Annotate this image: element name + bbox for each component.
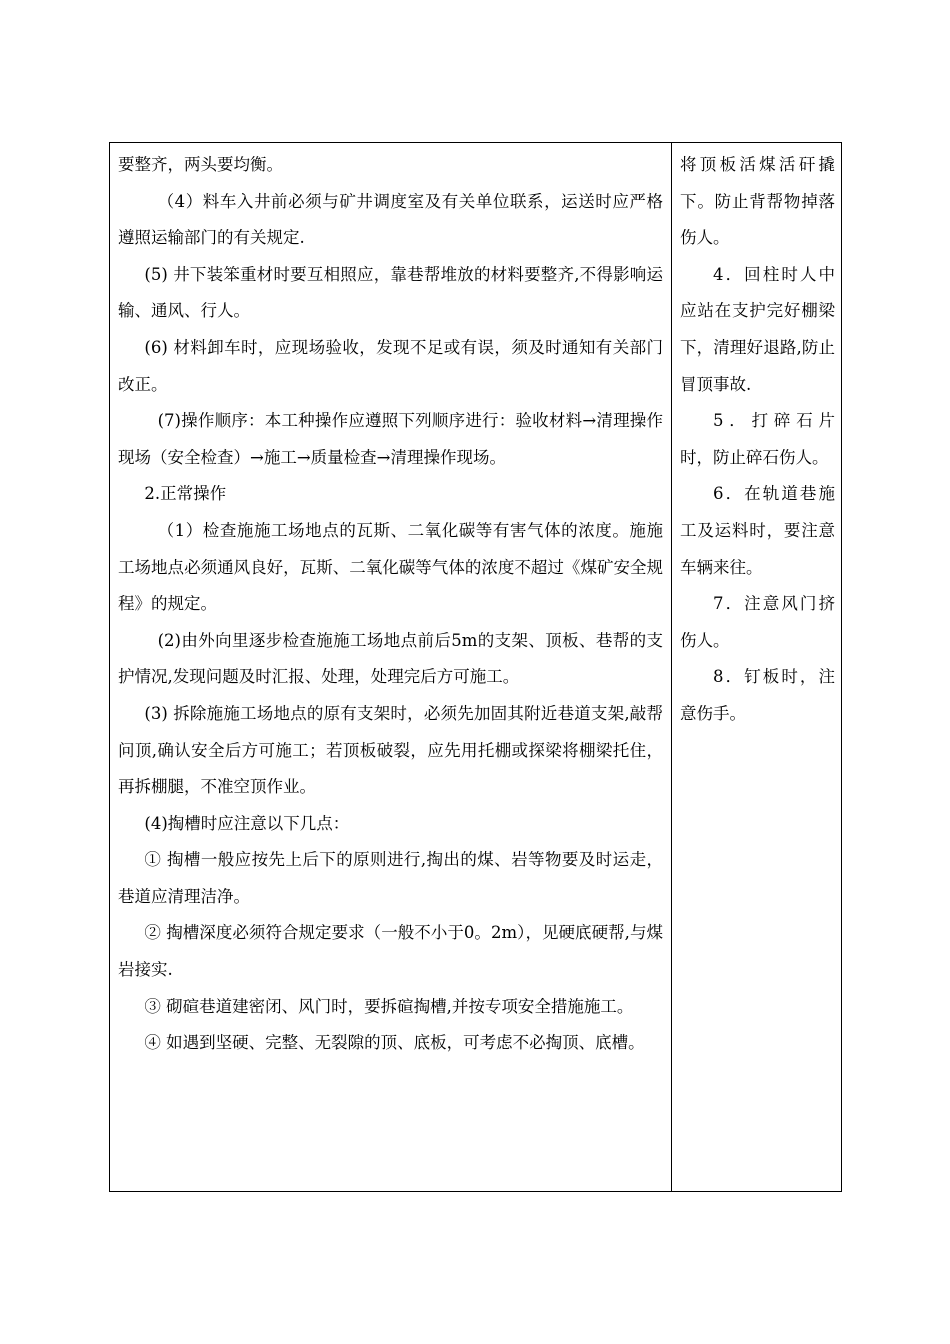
note-item: 7．注意风门挤伤人。 bbox=[680, 594, 835, 650]
note-item: 8．钉板时，注意伤手。 bbox=[680, 667, 835, 723]
paragraph: 要整齐，两头要均衡。 bbox=[118, 155, 283, 174]
paragraph: (7)操作顺序：本工种操作应遵照下列顺序进行：验收材料→清理操作现场（安全检查）→施工→质量检查→清理操作现场。 bbox=[118, 411, 663, 467]
list-item: ④ 如遇到坚硬、完整、无裂隙的顶、底板，可考虑不必掏顶、底槽。 bbox=[144, 1033, 645, 1053]
note-item: 4．回柱时人中应站在支护完好棚梁下，清理好退路,防止冒顶事故. bbox=[680, 264, 835, 394]
paragraph: （1）检查施施工场地点的瓦斯、二氧化碳等有害气体的浓度。施施工场地点必须通风良好，瓦斯、二氧化碳等气体的浓度不超过《煤矿安全规程》的规定。 bbox=[118, 520, 663, 614]
paragraph: (6) 材料卸车时，应现场验收，发现不足或有误，须及时通知有关部门改正。 bbox=[118, 337, 663, 394]
note-item: 将顶板活煤活矸撬下。防止背帮物掉落伤人。 bbox=[680, 155, 835, 248]
note-item: 5．打碎石片时，防止碎石伤人。 bbox=[680, 411, 835, 467]
safety-notes-column bbox=[672, 143, 841, 1191]
paragraph: (5) 井下装笨重材时要互相照应，靠巷帮堆放的材料要整齐,不得影响运输、通风、行人。 bbox=[118, 264, 663, 321]
document-table bbox=[109, 142, 842, 1192]
paragraph: (2)由外向里逐步检查施施工场地点前后5m的支架、顶板、巷帮的支护情况,发现问题及时汇报、处理，处理完后方可施工。 bbox=[118, 630, 663, 687]
paragraph: (4)掏槽时应注意以下几点： bbox=[144, 813, 350, 833]
list-item: ② 掏槽深度必须符合规定要求（一般不小于0。2m），见硬底硬帮,与煤岩接实. bbox=[118, 923, 663, 980]
list-item: ① 掏槽一般应按先上后下的原则进行,掏出的煤、岩等物要及时运走，巷道应清理洁净。 bbox=[118, 850, 663, 906]
paragraph: (3) 拆除施施工场地点的原有支架时，必须先加固其附近巷道支架,敲帮问顶,确认安全后方可施工；若顶板破裂，应先用托棚或探梁将棚梁托住，再拆棚腿，不准空顶作业。 bbox=[118, 703, 663, 797]
note-item: 6．在轨道巷施工及运料时，要注意车辆来往。 bbox=[680, 484, 835, 577]
section-heading: 2.正常操作 bbox=[144, 484, 227, 504]
procedure-column bbox=[110, 143, 672, 1191]
list-item: ③ 砌碹巷道建密闭、风门时，要拆碹掏槽,并按专项安全措施施工。 bbox=[144, 996, 634, 1016]
paragraph: （4）料车入井前必须与矿井调度室及有关单位联系，运送时应严格遵照运输部门的有关规定. bbox=[118, 191, 663, 248]
